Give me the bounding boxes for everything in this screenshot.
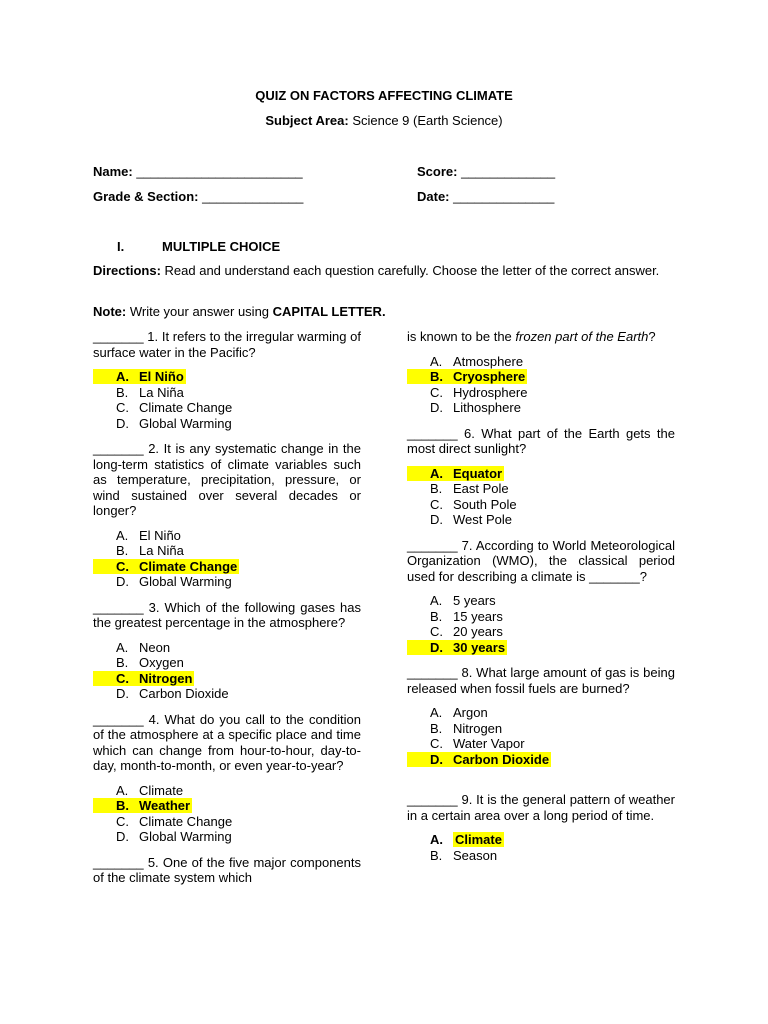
- option-text: Nitrogen: [139, 670, 193, 686]
- question-4-options: [93, 783, 361, 845]
- question-5-continued: [407, 329, 675, 345]
- list-item: [93, 574, 361, 590]
- question-4: _______ 4. What do you call to the condition of the atmosphere at a specific place and time which can change from hour-to-hour, day-to-day, month-to-month, or even year-to-year?: [93, 711, 361, 773]
- question-6-options: [407, 466, 675, 528]
- answer-highlight: [93, 559, 239, 574]
- score-field: [417, 164, 555, 179]
- option-letter: A.: [116, 527, 129, 543]
- option-letter: C.: [430, 624, 443, 639]
- list-item: [407, 481, 675, 497]
- list-item: [407, 400, 675, 416]
- left-column: [93, 329, 361, 886]
- option-letter: C.: [116, 670, 129, 686]
- question-8: _______ 8. What large amount of gas is being released when fossil fuels are burned?: [407, 665, 675, 696]
- option-text: 5 years: [453, 593, 496, 608]
- option-letter: A.: [430, 593, 443, 608]
- option-text: Carbon Dioxide: [139, 686, 229, 701]
- grade-label: Grade & Section:: [93, 189, 199, 204]
- option-text: Equator: [453, 465, 503, 481]
- list-item: [407, 848, 675, 864]
- list-item: [407, 721, 675, 737]
- answer-highlight: [93, 369, 186, 384]
- option-text: La Niña: [139, 543, 184, 558]
- list-item: [407, 497, 675, 513]
- grade-line: ______________: [198, 189, 304, 204]
- option-letter: B.: [116, 543, 129, 558]
- option-text: El Niño: [139, 527, 181, 543]
- option-text: Climate: [139, 782, 184, 798]
- answer-highlight: [407, 640, 507, 655]
- option-text: Season: [453, 847, 498, 863]
- option-letter: D.: [116, 574, 129, 589]
- question-9-options: [407, 832, 675, 863]
- question-9: _______ 9. It is the general pattern of weather in a certain area over a long period of time.: [407, 792, 675, 823]
- list-item: [407, 705, 675, 721]
- question-5-text: is known to be the: [407, 329, 516, 344]
- answer-highlight: [453, 832, 504, 847]
- option-letter: A.: [116, 639, 129, 655]
- date-line: ______________: [449, 189, 555, 204]
- list-item: [407, 354, 675, 370]
- list-item: [93, 655, 361, 671]
- question-5-options: [407, 354, 675, 416]
- option-letter: D.: [430, 639, 443, 655]
- list-item: [407, 736, 675, 752]
- list-item: [407, 593, 675, 609]
- option-letter: B.: [430, 369, 443, 384]
- answer-highlight: [93, 671, 194, 686]
- option-letter: A.: [430, 465, 443, 481]
- option-text: Climate Change: [139, 558, 238, 574]
- option-letter: C.: [430, 496, 443, 512]
- option-letter: A.: [430, 353, 443, 369]
- list-item: [93, 640, 361, 656]
- list-item: [93, 686, 361, 702]
- list-item: [93, 671, 361, 687]
- note-emphasis: CAPITAL LETTER.: [272, 304, 386, 319]
- list-item: [407, 466, 675, 482]
- list-item: [93, 783, 361, 799]
- directions-label: Directions:: [93, 263, 161, 278]
- option-text: Atmosphere: [453, 353, 524, 369]
- question-3-options: [93, 640, 361, 702]
- subject-area: [0, 113, 768, 128]
- option-text: West Pole: [453, 512, 513, 527]
- option-text: Climate Change: [139, 400, 233, 415]
- option-text: 30 years: [453, 639, 506, 655]
- option-text: South Pole: [453, 496, 517, 512]
- option-letter: B.: [116, 798, 129, 813]
- section-title: MULTIPLE CHOICE: [162, 239, 281, 254]
- option-text: La Niña: [139, 384, 184, 400]
- list-item: [93, 543, 361, 559]
- option-letter: A.: [116, 782, 129, 798]
- score-label: Score:: [417, 164, 458, 179]
- option-letter: B.: [430, 720, 443, 736]
- option-text: Global Warming: [139, 829, 232, 844]
- question-5-italic: frozen part of the Earth: [515, 329, 649, 344]
- grade-section-field: [93, 189, 303, 204]
- option-letter: D.: [116, 415, 129, 431]
- list-item: [407, 609, 675, 625]
- question-2-options: [93, 528, 361, 590]
- option-letter: C.: [430, 384, 443, 400]
- option-letter: D.: [116, 829, 129, 844]
- option-text: Oxygen: [139, 655, 184, 670]
- note-text: Write your answer using: [126, 304, 273, 319]
- question-5-end: ?: [648, 329, 656, 344]
- option-letter: C.: [116, 400, 129, 415]
- answer-highlight: [93, 798, 192, 813]
- option-text: Carbon Dioxide: [453, 751, 550, 767]
- option-letter: B.: [430, 847, 443, 863]
- option-text: Global Warming: [139, 415, 232, 431]
- option-letter: B.: [116, 384, 129, 400]
- option-letter: D.: [430, 400, 443, 415]
- option-text: Argon: [453, 705, 488, 720]
- option-letter: A.: [430, 832, 443, 847]
- list-item: [407, 640, 675, 656]
- option-text: Cryosphere: [453, 369, 526, 384]
- list-item: [407, 752, 675, 768]
- option-letter: C.: [430, 736, 443, 751]
- list-item: [407, 832, 675, 848]
- option-letter: A.: [116, 369, 129, 384]
- note: [93, 304, 386, 319]
- subject-label: Subject Area:: [265, 113, 349, 128]
- list-item: [93, 814, 361, 830]
- directions: [93, 263, 675, 278]
- option-text: Global Warming: [139, 574, 232, 589]
- option-letter: D.: [430, 751, 443, 767]
- option-text: Climate Change: [139, 813, 233, 829]
- list-item: [93, 528, 361, 544]
- question-1-options: [93, 369, 361, 431]
- score-line: _____________: [457, 164, 556, 179]
- name-line: _______________________: [132, 164, 303, 179]
- list-item: [407, 512, 675, 528]
- subject-value: Science 9 (Earth Science): [348, 113, 503, 128]
- option-text: Neon: [139, 639, 171, 655]
- list-item: [93, 559, 361, 575]
- option-text: Hydrosphere: [453, 384, 528, 400]
- directions-text: Read and understand each question carefully. Choose the letter of the correct answer.: [160, 263, 660, 278]
- question-7-options: [407, 593, 675, 655]
- option-letter: D.: [430, 512, 443, 527]
- option-letter: B.: [430, 608, 443, 624]
- question-2: _______ 2. It is any systematic change in the long-term statistics of climate variables such as temperature, precipitation, pressure, or wind sustained over several decades or longer?: [93, 441, 361, 518]
- list-item: [93, 829, 361, 845]
- question-7: _______ 7. According to World Meteorological Organization (WMO), the classical period used for describing a climate is _______?: [407, 537, 675, 584]
- question-3: _______ 3. Which of the following gases has the greatest percentage in the atmosphere?: [93, 599, 361, 630]
- option-letter: B.: [430, 481, 443, 496]
- quiz-title: QUIZ ON FACTORS AFFECTING CLIMATE: [255, 88, 513, 103]
- answer-highlight: [407, 752, 551, 767]
- question-1: _______ 1. It refers to the irregular warming of surface water in the Pacific?: [93, 329, 361, 360]
- question-5-start: _______ 5. One of the five major components of the climate system which: [93, 854, 361, 885]
- option-text: East Pole: [453, 481, 509, 496]
- option-letter: D.: [116, 686, 129, 701]
- answer-highlight: [407, 466, 504, 481]
- date-label: Date:: [417, 189, 450, 204]
- name-field: [93, 164, 303, 179]
- list-item: [407, 624, 675, 640]
- option-text: El Niño: [139, 369, 184, 384]
- section-number: I.: [117, 239, 125, 254]
- right-column: [407, 329, 675, 863]
- name-label: Name:: [93, 164, 133, 179]
- section-heading: [117, 239, 280, 254]
- option-text: 15 years: [453, 608, 503, 624]
- answer-highlight: [407, 369, 527, 384]
- list-item: [93, 385, 361, 401]
- option-text: Climate: [455, 832, 502, 847]
- option-text: Water Vapor: [453, 736, 525, 751]
- list-item: [407, 369, 675, 385]
- option-letter: B.: [116, 655, 129, 670]
- list-item: [407, 385, 675, 401]
- list-item: [93, 416, 361, 432]
- list-item: [93, 798, 361, 814]
- note-label: Note:: [93, 304, 127, 319]
- option-text: Lithosphere: [453, 400, 521, 415]
- list-item: [93, 400, 361, 416]
- date-field: [417, 189, 554, 204]
- option-letter: C.: [116, 558, 129, 574]
- option-text: Weather: [139, 798, 191, 813]
- option-text: Nitrogen: [453, 720, 503, 736]
- option-letter: C.: [116, 813, 129, 829]
- option-letter: A.: [430, 705, 443, 720]
- option-text: 20 years: [453, 624, 503, 639]
- list-item: [93, 369, 361, 385]
- question-6: _______ 6. What part of the Earth gets the most direct sunlight?: [407, 425, 675, 456]
- question-8-options: [407, 705, 675, 767]
